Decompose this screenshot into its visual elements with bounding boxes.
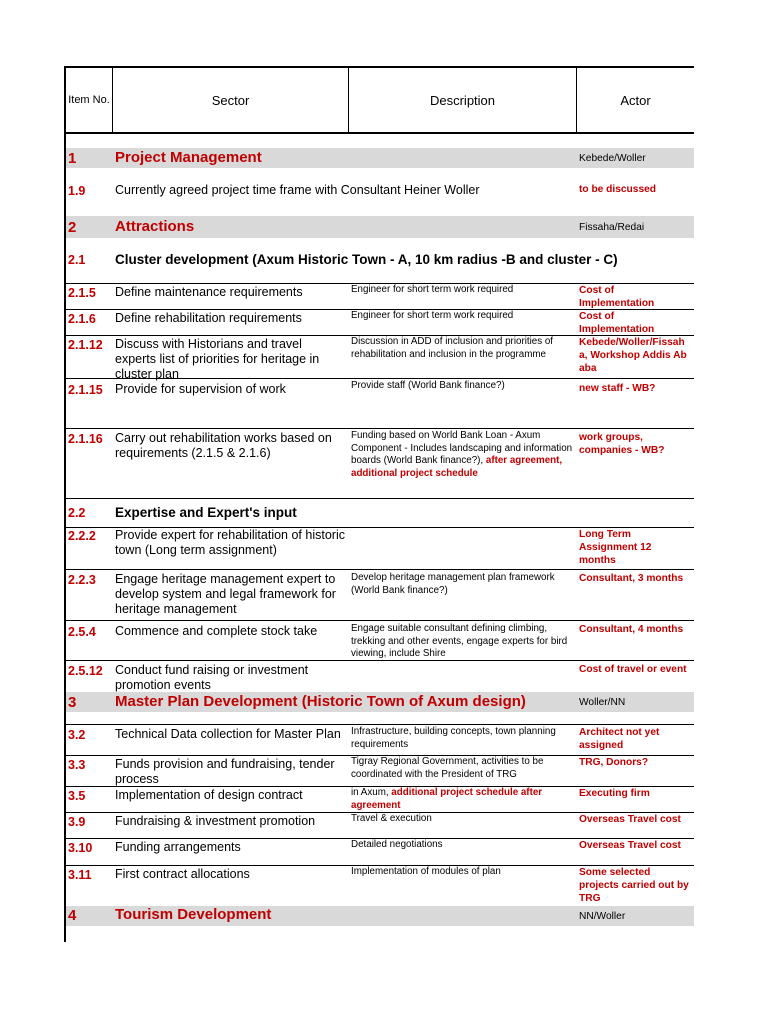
section-title: Project Management (115, 149, 262, 166)
item-number: 2.2.2 (68, 529, 96, 543)
sector-cell: Implementation of design contract (115, 788, 303, 802)
header-divider (66, 132, 694, 134)
subsection-title: Cluster development (Axum Historic Town - A, 10 km radius -B and cluster - C) (115, 252, 618, 267)
description-cell: Engage suitable consultant defining climbing, trekking and other events, engage experts for bird viewing, include Shire (351, 623, 568, 659)
item-number: 3.2 (68, 728, 86, 742)
section-title: Master Plan Development (Historic Town of Axum design) (115, 693, 526, 710)
actor-cell: work groups, companies - WB? (579, 432, 665, 456)
item-number: 1 (68, 150, 77, 167)
item-number: 3.9 (68, 815, 86, 829)
actor-cell: Architect not yet assigned (579, 727, 660, 751)
actor-cell: Woller/NN (579, 697, 626, 708)
description-text: in Axum, (351, 787, 389, 798)
sector-cell: Commence and complete stock take (115, 624, 318, 638)
table-left-border (64, 66, 66, 942)
item-number: 3.3 (68, 758, 86, 772)
actor-cell: Kebede/Woller (579, 153, 646, 164)
actor-cell: Fissaha/Redai (579, 222, 645, 233)
section-title: Tourism Development (115, 906, 272, 923)
actor-cell: Executing firm (579, 788, 650, 799)
header-description: Description (349, 68, 577, 132)
description-cell (351, 787, 573, 812)
actor-cell: Consultant, 3 months (579, 573, 684, 584)
sector-cell: Define rehabilitation requirements (115, 311, 302, 325)
sector-cell: Conduct fund raising or investment promotion events (115, 663, 309, 692)
item-number: 2.1.6 (68, 312, 96, 326)
item-number: 2.1.15 (68, 383, 103, 397)
item-number: 3.5 (68, 789, 86, 803)
description-cell (351, 430, 573, 480)
description-note: after agreement, additional project schedule (351, 455, 563, 479)
sector-cell: Discuss with Historians and travel experts list of priorities for heritage in cluster plan (115, 337, 320, 381)
actor-cell: TRG, Donors? (579, 757, 649, 768)
description-cell: Tigray Regional Government, activities to be coordinated with the President of TRG (351, 756, 544, 780)
item-number: 2.1.5 (68, 286, 96, 300)
row-divider (66, 724, 694, 725)
item-number: 2.1.16 (68, 432, 103, 446)
actor-cell: Overseas Travel cost (579, 814, 681, 825)
item-number: 2.1.12 (68, 338, 103, 352)
sector-cell: Define maintenance requirements (115, 285, 303, 299)
item-number: 1.9 (68, 184, 86, 198)
item-number: 2.2 (68, 506, 86, 520)
description-note: additional project schedule after agreement (351, 787, 543, 811)
item-number: 2.2.3 (68, 573, 96, 587)
sector-cell: Funding arrangements (115, 840, 241, 854)
description-cell: Discussion in ADD of inclusion and priorities of rehabilitation and inclusion in the programme (351, 336, 554, 360)
sector-cell: Fundraising & investment promotion (115, 814, 316, 828)
section-title: Attractions (115, 218, 195, 235)
sector-cell: Provide for supervision of work (115, 382, 286, 396)
actor-cell: new staff - WB? (579, 383, 656, 394)
actor-cell: Cost of travel or event (579, 664, 687, 675)
actor-cell: NN/Woller (579, 911, 626, 922)
item-number: 2.1 (68, 253, 86, 267)
description-cell: Infrastructure, building concepts, town planning requirements (351, 726, 556, 750)
item-number: 3.11 (68, 868, 92, 882)
description-cell: Detailed negotiations (351, 839, 443, 850)
item-number: 3 (68, 694, 77, 711)
description-cell: Develop heritage management plan framework (World Bank finance?) (351, 572, 555, 596)
header-actor: Actor (620, 92, 651, 108)
item-number: 2 (68, 219, 77, 236)
item-number: 2.5.12 (68, 664, 103, 678)
row-divider (66, 620, 694, 621)
actor-cell: Cost of Implementation (579, 285, 655, 309)
subsection-title: Expertise and Expert's input (115, 505, 297, 520)
description-cell: Travel & execution (351, 813, 432, 824)
actor-cell: to be discussed (579, 184, 656, 195)
actor-cell: Kebede/Woller/Fissaha, Workshop Addis Ababa (579, 337, 687, 374)
actor-cell: Overseas Travel cost (579, 840, 681, 851)
item-number: 3.10 (68, 841, 93, 855)
description-cell: Implementation of modules of plan (351, 866, 501, 877)
item-number: 4 (68, 907, 77, 924)
actor-cell: Some selected projects carried out by TRG (579, 867, 689, 904)
description-cell: Provide staff (World Bank finance?) (351, 380, 505, 391)
item-number: 2.5.4 (68, 625, 96, 639)
sector-cell: Provide expert for rehabilitation of historic town (Long term assignment) (115, 528, 345, 557)
sector-cell: Engage heritage management expert to develop system and legal framework for heritage management (115, 572, 336, 616)
sector-cell: Carry out rehabilitation works based on requirements (2.1.5 & 2.1.6) (115, 431, 332, 460)
sector-cell: Funds provision and fundraising, tender process (115, 757, 335, 786)
header-item-no: Item No. (66, 68, 113, 132)
description-cell: Engineer for short term work required (351, 284, 514, 295)
actor-cell: Long Term Assignment 12 months (579, 529, 652, 566)
actor-cell: Consultant, 4 months (579, 624, 684, 635)
sector-cell: Currently agreed project time frame with Consultant Heiner Woller (115, 183, 480, 197)
actor-cell: Cost of Implementation (579, 311, 655, 335)
description-text: Funding based on World Bank Loan - Axum Component - Includes landscaping and information boards (World Bank finance?), (351, 430, 573, 466)
sector-cell: Technical Data collection for Master Plan (115, 727, 341, 741)
row-divider (66, 569, 694, 570)
row-divider (66, 428, 694, 429)
row-divider (66, 498, 694, 499)
description-cell: Engineer for short term work required (351, 310, 514, 321)
sector-cell: First contract allocations (115, 867, 250, 881)
header-sector: Sector (113, 68, 349, 132)
